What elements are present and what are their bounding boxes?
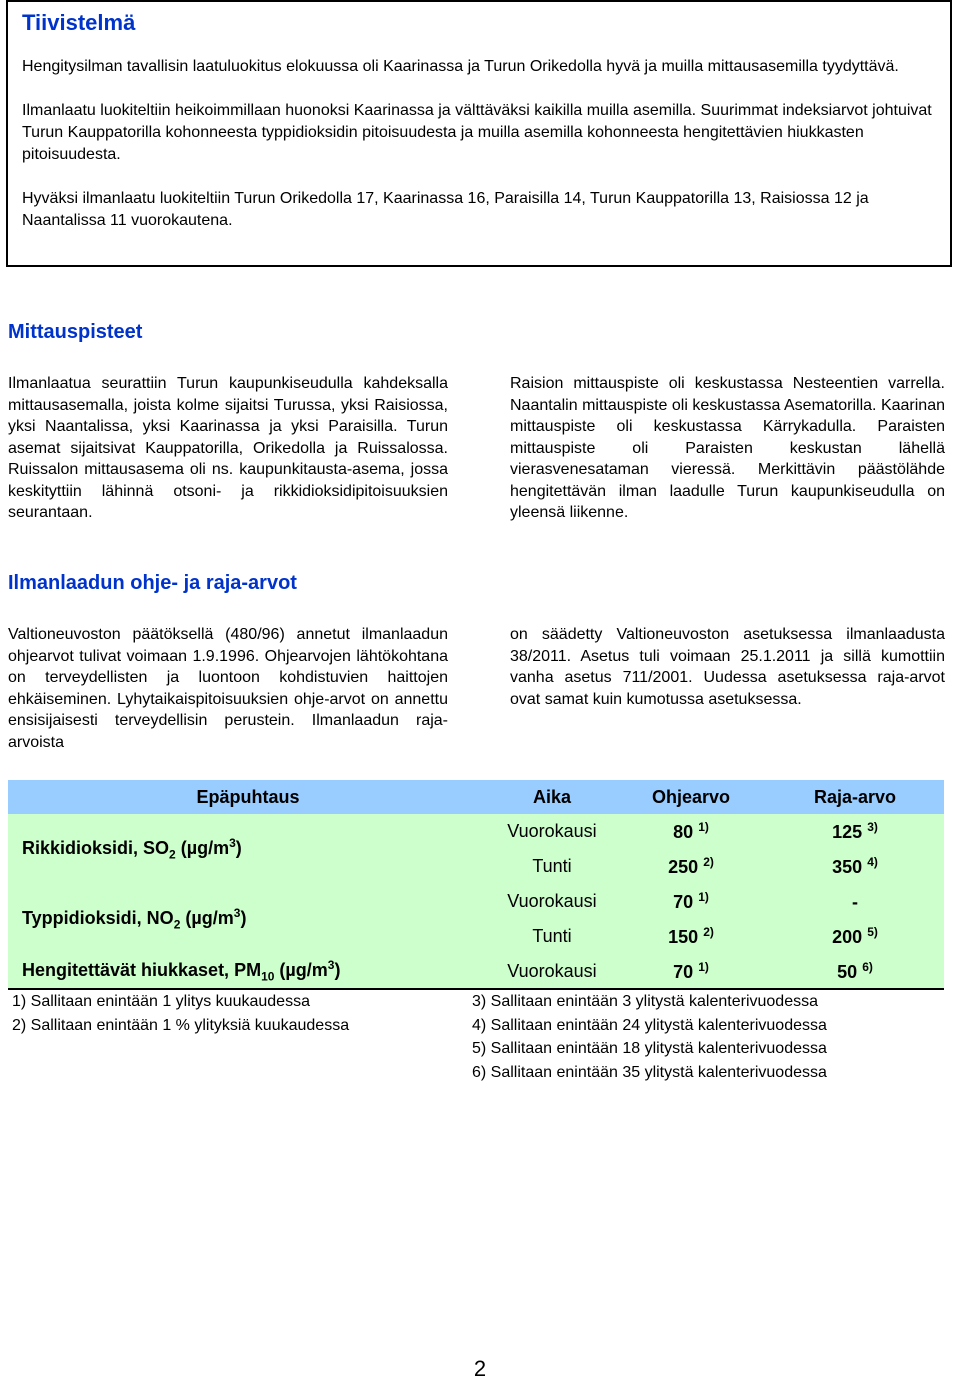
mittauspisteet-right-text: Raision mittauspiste oli keskustassa Nesteentien varrella. Naantalin mittauspiste oli keskustassa Asematorilla. Kaarinan mittauspiste oli keskustassa Kärrykadulla. Paraisten mittauspiste oli Paraisten keskustan lähellä vierasvenesataman vieressä. Merkittävin päästölähde hengitettävän ilman laadulle Turun kaupunkiseudulla on yleensä liikenne. <box>510 375 945 521</box>
footnote: 3) Sallitaan enintään 3 ylitystä kalenterivuodessa <box>472 993 818 1010</box>
ohjearvot-right-text: on säädetty Valtioneuvoston asetuksessa ilmanlaadusta 38/2011. Asetus tuli voimaan 25.1.2011 ja sillä kumottiin vanha asetus 711/2001. Uudessa asetuksessa raja-arvot ovat samat kuin kumotussa asetuksessa. <box>510 626 945 708</box>
raja-arvo-cell: 350 $^{4)}$ <box>766 849 944 884</box>
page-number: 2 <box>473 1356 487 1381</box>
summary-title: Tiivistelmä <box>22 10 136 35</box>
ohjearvo-cell: 70 $^{1)}$ <box>616 884 766 919</box>
header-aika: Aika <box>488 780 616 814</box>
raja-arvo-cell: - <box>766 884 944 919</box>
table-row <box>8 814 944 849</box>
ohjearvo-cell: 80 $^{1)}$ <box>616 814 766 849</box>
aika-cell: Tunti <box>488 849 616 884</box>
table-header-row <box>8 780 944 814</box>
aika-cell: Vuorokausi <box>488 884 616 919</box>
mittauspisteet-left-text: Ilmanlaatua seurattiin Turun kaupunkiseudulla kahdeksalla mittausasemalla, joista kolme sijaitsi Turussa, yksi Raisiossa, yksi Naantalissa, yksi Kaarinassa ja yksi Paraisilla. Turun asemat sijaitsivat Kauppatorilla, Orikedolla ja Ruissalossa. Ruissalon mittausasema oli ns. kaupunkitausta-asema, jossa keskityttiin lähinnä otsoni- ja rikkidioksidipitoisuuksien seurantaan. <box>8 375 448 521</box>
ohjearvo-cell: 250 $^{2)}$ <box>616 849 766 884</box>
aika-cell: Vuorokausi <box>488 814 616 849</box>
summary-paragraph-1: Hengitysilman tavallisin laatuluokitus elokuussa oli Kaarinassa ja Turun Orikedolla hyvä ja muilla mittausasemilla tyydyttävä. <box>22 58 899 75</box>
header-ohjearvo: Ohjearvo <box>616 780 766 814</box>
footnote: 4) Sallitaan enintään 24 ylitystä kalenterivuodessa <box>472 1016 827 1034</box>
ohjearvot-title: Ilmanlaadun ohje- ja raja-arvot <box>8 572 297 594</box>
summary-box <box>6 0 952 267</box>
ohjearvo-cell: 70 $^{1)}$ <box>616 954 766 989</box>
header-epapuhtaus: Epäpuhtaus <box>8 780 488 814</box>
limit-values-table <box>8 780 944 990</box>
footnote: 1) Sallitaan enintään 1 ylitys kuukaudessa <box>12 993 310 1010</box>
mittauspisteet-title: Mittauspisteet <box>8 321 143 343</box>
footnotes-right <box>472 990 827 1084</box>
raja-arvo-cell: 50 $^{6)}$ <box>766 954 944 989</box>
header-raja-arvo: Raja-arvo <box>766 780 944 814</box>
summary-paragraph-3: Hyväksi ilmanlaatu luokiteltiin Turun Orikedolla 17, Kaarinassa 16, Paraisilla 14, Turun Kauppatorilla 13, Raisiossa 12 ja Naantalissa 11 vuorokautena. <box>22 190 869 229</box>
footnote: 5) Sallitaan enintään 18 ylitystä kalenterivuodessa <box>472 1040 827 1057</box>
table-row <box>8 954 944 989</box>
pollutant-so2: Rikkidioksidi, $SO_2$ $(\mu g/m^3)$ <box>8 814 488 884</box>
pollutant-no2: Typpidioksidi, $NO_2$ $(\mu g/m^3)$ <box>8 884 488 954</box>
footnote: 2) Sallitaan enintään 1 % ylityksiä kuukaudessa <box>12 1016 350 1034</box>
pollutant-pm10: Hengitettävät hiukkaset, $PM_{10}$ $(\mu g/m^3)$ <box>8 954 488 989</box>
footnote: 6) Sallitaan enintään 35 ylitystä kalenterivuodessa <box>472 1063 827 1081</box>
table-row <box>8 884 944 919</box>
aika-cell: Tunti <box>488 919 616 954</box>
summary-paragraph-2: Ilmanlaatu luokiteltiin heikoimmillaan huonoksi Kaarinassa ja välttäväksi kaikilla muilla asemilla. Suurimmat indeksiarvot johtuivat Turun Kauppatorilla kohonneesta typpidioksidin pitoisuudesta ja muilla asemilla kohonneesta hengitettävien hiukkasten pitoisuudesta. <box>22 102 932 163</box>
raja-arvo-cell: 200 $^{5)}$ <box>766 919 944 954</box>
footnotes-left <box>12 990 349 1037</box>
ohjearvo-cell: 150 $^{2)}$ <box>616 919 766 954</box>
ohjearvot-left-text: Valtioneuvoston päätöksellä (480/96) annetut ilmanlaadun ohjearvot tulivat voimaan 1.9.1996. Ohjearvojen lähtökohtana on terveydellisten ja luontoon kohdistuvien haittojen ehkäiseminen. Lyhytaikaispitoisuuksien ohje-arvot on annettu ensisijaisesti terveydellisin perustein. Ilmanlaadun raja-arvoista <box>8 626 448 751</box>
aika-cell: Vuorokausi <box>488 954 616 989</box>
raja-arvo-cell: 125 $^{3)}$ <box>766 814 944 849</box>
